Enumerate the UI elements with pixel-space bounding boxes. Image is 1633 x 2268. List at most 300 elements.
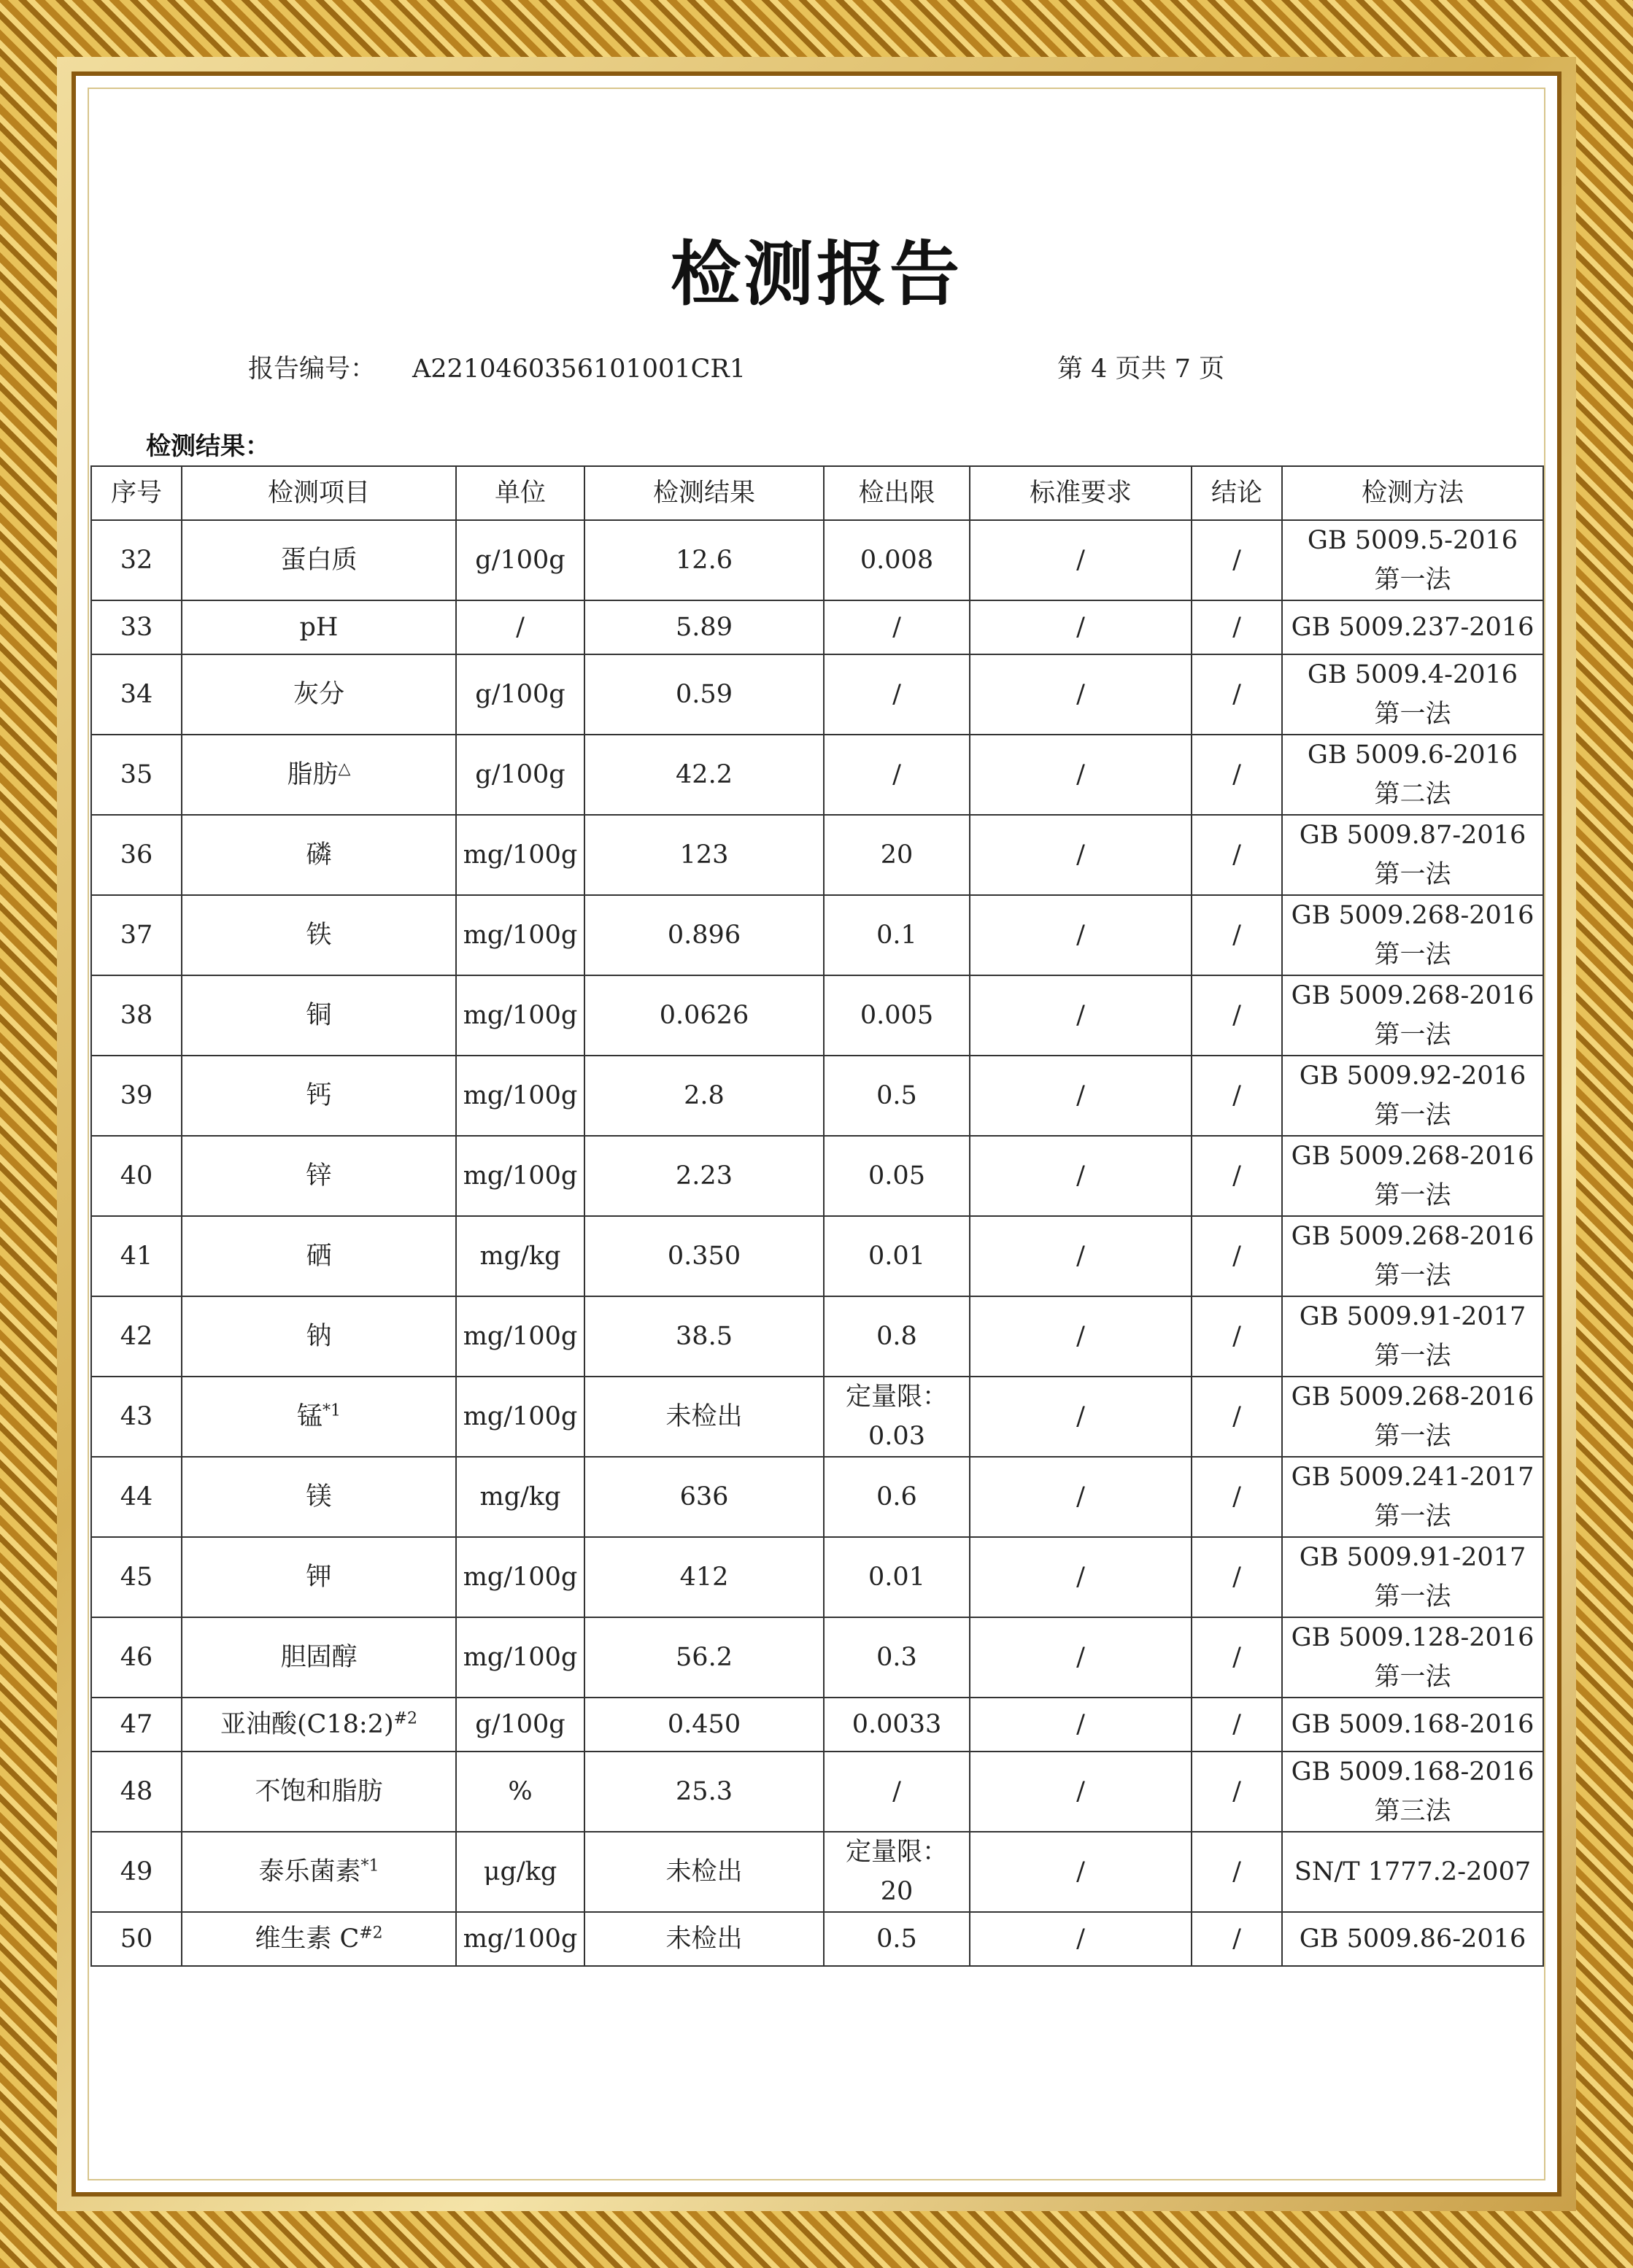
test-item-footnote-mark: #2 xyxy=(359,1924,383,1943)
cell-result xyxy=(584,1617,824,1698)
limit-value: 0.005 xyxy=(860,1001,934,1030)
test-item-name: 脂肪 xyxy=(287,760,339,789)
method-standard: GB 5009.86-2016 xyxy=(1299,1924,1526,1954)
unit-value: mg/100g xyxy=(463,1001,578,1030)
unit-value: / xyxy=(516,613,525,642)
cell-item xyxy=(182,1752,456,1832)
unit-value: mg/100g xyxy=(463,1081,578,1110)
test-item-name: 硒 xyxy=(306,1242,332,1271)
cell-result xyxy=(584,1912,824,1966)
cell-result xyxy=(584,1832,824,1912)
requirement-value: / xyxy=(1076,1402,1085,1431)
cell-result xyxy=(584,654,824,735)
conclusion-value: / xyxy=(1232,1001,1241,1030)
cell-unit xyxy=(456,1136,584,1216)
cell-no xyxy=(91,600,182,654)
cell-limit xyxy=(824,1752,970,1832)
method-variant: 第一法 xyxy=(1374,1021,1451,1050)
cell-limit xyxy=(824,1457,970,1537)
test-item-name: 蛋白质 xyxy=(280,546,358,575)
cell-conclusion xyxy=(1192,1136,1282,1216)
row-number: 43 xyxy=(120,1402,153,1431)
unit-value: mg/100g xyxy=(463,1161,578,1191)
test-item-name: 不饱和脂肪 xyxy=(255,1777,383,1806)
conclusion-value: / xyxy=(1232,1402,1241,1431)
cell-unit xyxy=(456,1617,584,1698)
limit-value: 0.01 xyxy=(868,1563,925,1592)
method-variant: 第一法 xyxy=(1374,1582,1451,1611)
cell-conclusion xyxy=(1192,1698,1282,1752)
requirement-value: / xyxy=(1076,546,1085,575)
cell-unit xyxy=(456,1912,584,1966)
cell-item xyxy=(182,975,456,1056)
result-value: 123 xyxy=(679,840,729,870)
result-value: 412 xyxy=(679,1563,729,1592)
test-item-name: 亚油酸(C18:2) xyxy=(220,1710,394,1739)
method-standard: GB 5009.91-2017 xyxy=(1299,1543,1526,1572)
cell-limit xyxy=(824,975,970,1056)
cell-result xyxy=(584,1296,824,1377)
method-variant: 第一法 xyxy=(1374,1181,1451,1210)
conclusion-value: / xyxy=(1232,1924,1241,1954)
cell-item xyxy=(182,1832,456,1912)
cell-no xyxy=(91,815,182,895)
result-value: 未检出 xyxy=(665,1402,743,1431)
unit-value: g/100g xyxy=(475,760,565,789)
row-number: 45 xyxy=(120,1563,153,1592)
limit-value: / xyxy=(892,613,901,642)
table-row xyxy=(91,1377,1543,1457)
cell-item xyxy=(182,1216,456,1296)
cell-no xyxy=(91,1752,182,1832)
method-variant: 第一法 xyxy=(1374,700,1451,729)
limit-value: 0.5 xyxy=(876,1924,917,1954)
cell-requirement xyxy=(970,600,1192,654)
method-variant: 第一法 xyxy=(1374,1502,1451,1531)
limit-value: 0.01 xyxy=(868,1242,925,1271)
test-item-name: 铜 xyxy=(306,1001,332,1030)
cell-limit xyxy=(824,1698,970,1752)
row-number: 48 xyxy=(120,1777,153,1806)
method-standard: GB 5009.91-2017 xyxy=(1299,1302,1526,1331)
limit-label: 定量限： xyxy=(845,1382,948,1412)
cell-item xyxy=(182,520,456,600)
cell-requirement xyxy=(970,1752,1192,1832)
col-header-item: 检测项目 xyxy=(182,466,456,520)
limit-value: 0.8 xyxy=(876,1322,917,1351)
method-variant: 第一法 xyxy=(1374,1101,1451,1130)
cell-result xyxy=(584,815,824,895)
unit-value: % xyxy=(508,1777,533,1806)
cell-result xyxy=(584,520,824,600)
method-variant: 第一法 xyxy=(1374,1342,1451,1371)
cell-conclusion xyxy=(1192,1296,1282,1377)
limit-value: / xyxy=(892,760,901,789)
cell-method xyxy=(1282,520,1543,600)
cell-item xyxy=(182,654,456,735)
method-variant: 第一法 xyxy=(1374,1261,1451,1290)
cell-result xyxy=(584,1136,824,1216)
cell-conclusion xyxy=(1192,1912,1282,1966)
cell-item xyxy=(182,1056,456,1136)
conclusion-value: / xyxy=(1232,1857,1241,1886)
test-item-name: 维生素 C xyxy=(255,1924,360,1954)
test-item-name: 灰分 xyxy=(293,680,344,709)
limit-value: 0.03 xyxy=(868,1422,925,1451)
conclusion-value: / xyxy=(1232,546,1241,575)
cell-unit xyxy=(456,1537,584,1617)
cell-conclusion xyxy=(1192,815,1282,895)
conclusion-value: / xyxy=(1232,921,1241,950)
cell-method xyxy=(1282,1056,1543,1136)
cell-method xyxy=(1282,1377,1543,1457)
requirement-value: / xyxy=(1076,613,1085,642)
cell-requirement xyxy=(970,1617,1192,1698)
method-standard: GB 5009.237-2016 xyxy=(1291,613,1534,642)
cell-requirement xyxy=(970,1832,1192,1912)
cell-conclusion xyxy=(1192,1537,1282,1617)
cell-unit xyxy=(456,1216,584,1296)
row-number: 42 xyxy=(120,1322,153,1351)
cell-requirement xyxy=(970,1296,1192,1377)
cell-unit xyxy=(456,1056,584,1136)
conclusion-value: / xyxy=(1232,1322,1241,1351)
cell-item xyxy=(182,735,456,815)
cell-unit xyxy=(456,895,584,975)
cell-limit xyxy=(824,815,970,895)
cell-no xyxy=(91,975,182,1056)
cell-item xyxy=(182,1537,456,1617)
cell-requirement xyxy=(970,1912,1192,1966)
requirement-value: / xyxy=(1076,760,1085,789)
conclusion-value: / xyxy=(1232,613,1241,642)
cell-conclusion xyxy=(1192,895,1282,975)
cell-unit xyxy=(456,1752,584,1832)
cell-unit xyxy=(456,1377,584,1457)
cell-unit xyxy=(456,520,584,600)
table-row xyxy=(91,975,1543,1056)
cell-no xyxy=(91,1617,182,1698)
requirement-value: / xyxy=(1076,1777,1085,1806)
conclusion-value: / xyxy=(1232,1161,1241,1191)
limit-value: 0.3 xyxy=(876,1643,917,1672)
row-number: 50 xyxy=(120,1924,153,1954)
requirement-value: / xyxy=(1076,1643,1085,1672)
cell-limit xyxy=(824,1617,970,1698)
cell-unit xyxy=(456,1457,584,1537)
cell-no xyxy=(91,1136,182,1216)
cell-result xyxy=(584,735,824,815)
cell-method xyxy=(1282,1698,1543,1752)
cell-no xyxy=(91,1457,182,1537)
cell-requirement xyxy=(970,815,1192,895)
cell-no xyxy=(91,520,182,600)
table-row xyxy=(91,1832,1543,1912)
cell-result xyxy=(584,600,824,654)
row-number: 32 xyxy=(120,546,153,575)
table-row xyxy=(91,1296,1543,1377)
requirement-value: / xyxy=(1076,1161,1085,1191)
limit-value: 20 xyxy=(880,840,914,870)
cell-result xyxy=(584,1216,824,1296)
cell-unit xyxy=(456,1698,584,1752)
table-row xyxy=(91,654,1543,735)
cell-method xyxy=(1282,735,1543,815)
cell-limit xyxy=(824,1136,970,1216)
cell-result xyxy=(584,1377,824,1457)
unit-value: mg/kg xyxy=(479,1482,561,1512)
requirement-value: / xyxy=(1076,1242,1085,1271)
limit-value: 0.5 xyxy=(876,1081,917,1110)
conclusion-value: / xyxy=(1232,840,1241,870)
limit-value: 0.008 xyxy=(860,546,934,575)
unit-value: mg/100g xyxy=(463,1643,578,1672)
table-row xyxy=(91,520,1543,600)
cell-no xyxy=(91,1056,182,1136)
cell-method xyxy=(1282,1136,1543,1216)
col-header-method: 检测方法 xyxy=(1282,466,1543,520)
test-item-name: 钾 xyxy=(306,1563,332,1592)
cell-conclusion xyxy=(1192,1752,1282,1832)
test-item-name: pH xyxy=(299,613,339,642)
row-number: 41 xyxy=(120,1242,153,1271)
col-header-unit: 单位 xyxy=(456,466,584,520)
requirement-value: / xyxy=(1076,1563,1085,1592)
row-number: 33 xyxy=(120,613,153,642)
cell-requirement xyxy=(970,1056,1192,1136)
cell-limit xyxy=(824,520,970,600)
result-value: 636 xyxy=(679,1482,729,1512)
limit-value: 20 xyxy=(880,1877,914,1906)
result-value: 56.2 xyxy=(676,1643,733,1672)
row-number: 40 xyxy=(120,1161,153,1191)
table-row xyxy=(91,1698,1543,1752)
cell-no xyxy=(91,735,182,815)
method-variant: 第二法 xyxy=(1374,780,1451,809)
result-value: 未检出 xyxy=(665,1857,743,1886)
report-number-value: A2210460356101001CR1 xyxy=(412,355,746,384)
result-value: 0.59 xyxy=(676,680,733,709)
cell-result xyxy=(584,1457,824,1537)
result-value: 未检出 xyxy=(665,1924,743,1954)
cell-conclusion xyxy=(1192,1216,1282,1296)
test-item-name: 铁 xyxy=(306,921,332,950)
cell-result xyxy=(584,1752,824,1832)
row-number: 37 xyxy=(120,921,153,950)
method-standard: GB 5009.6-2016 xyxy=(1307,740,1518,770)
method-variant: 第一法 xyxy=(1374,1422,1451,1451)
unit-value: mg/100g xyxy=(463,840,578,870)
cell-result xyxy=(584,975,824,1056)
limit-value: 0.6 xyxy=(876,1482,917,1512)
cell-item xyxy=(182,1698,456,1752)
method-standard: GB 5009.5-2016 xyxy=(1307,526,1518,555)
table-row xyxy=(91,1912,1543,1966)
report-number xyxy=(248,349,746,385)
table-row xyxy=(91,815,1543,895)
cell-limit xyxy=(824,1537,970,1617)
cell-unit xyxy=(456,735,584,815)
cell-item xyxy=(182,600,456,654)
result-value: 0.0626 xyxy=(659,1001,749,1030)
cell-no xyxy=(91,895,182,975)
test-item-footnote-mark: *1 xyxy=(323,1401,341,1420)
method-variant: 第一法 xyxy=(1374,860,1451,889)
requirement-value: / xyxy=(1076,1857,1085,1886)
method-standard: GB 5009.268-2016 xyxy=(1291,1382,1534,1412)
row-number: 38 xyxy=(120,1001,153,1030)
unit-value: mg/100g xyxy=(463,1563,578,1592)
result-value: 25.3 xyxy=(676,1777,733,1806)
cell-method xyxy=(1282,1216,1543,1296)
page-info: 第 4 页共 7 页 xyxy=(1057,355,1224,384)
table-row xyxy=(91,1056,1543,1136)
result-value: 0.896 xyxy=(667,921,741,950)
conclusion-value: / xyxy=(1232,1777,1241,1806)
cell-method xyxy=(1282,1457,1543,1537)
cell-method xyxy=(1282,600,1543,654)
unit-value: mg/100g xyxy=(463,921,578,950)
cell-method xyxy=(1282,1912,1543,1966)
cell-limit xyxy=(824,1216,970,1296)
cell-limit xyxy=(824,1296,970,1377)
cell-requirement xyxy=(970,1377,1192,1457)
table-row xyxy=(91,1537,1543,1617)
unit-value: g/100g xyxy=(475,680,565,709)
cell-requirement xyxy=(970,1136,1192,1216)
test-item-name: 锰 xyxy=(296,1402,323,1431)
requirement-value: / xyxy=(1076,680,1085,709)
col-header-no: 序号 xyxy=(91,466,182,520)
limit-value: 0.1 xyxy=(876,921,917,950)
cell-method xyxy=(1282,1537,1543,1617)
requirement-value: / xyxy=(1076,1322,1085,1351)
cell-method xyxy=(1282,654,1543,735)
row-number: 39 xyxy=(120,1081,153,1110)
table-row xyxy=(91,1457,1543,1537)
method-standard: GB 5009.268-2016 xyxy=(1291,1142,1534,1171)
requirement-value: / xyxy=(1076,1001,1085,1030)
conclusion-value: / xyxy=(1232,760,1241,789)
conclusion-value: / xyxy=(1232,680,1241,709)
row-number: 49 xyxy=(120,1857,153,1886)
test-item-name: 磷 xyxy=(306,840,332,870)
cell-method xyxy=(1282,1832,1543,1912)
requirement-value: / xyxy=(1076,1924,1085,1954)
cell-conclusion xyxy=(1192,1056,1282,1136)
requirement-value: / xyxy=(1076,1081,1085,1110)
test-item-name: 钙 xyxy=(306,1081,332,1110)
limit-value: / xyxy=(892,1777,901,1806)
conclusion-value: / xyxy=(1232,1242,1241,1271)
table-row xyxy=(91,1617,1543,1698)
col-header-conclusion: 结论 xyxy=(1192,466,1282,520)
cell-item xyxy=(182,1377,456,1457)
requirement-value: / xyxy=(1076,840,1085,870)
test-item-name: 泰乐菌素 xyxy=(258,1857,361,1886)
table-row xyxy=(91,600,1543,654)
cell-conclusion xyxy=(1192,1617,1282,1698)
cell-result xyxy=(584,895,824,975)
cell-conclusion xyxy=(1192,735,1282,815)
test-item-footnote-mark: *1 xyxy=(360,1857,379,1876)
method-standard: GB 5009.4-2016 xyxy=(1307,660,1518,689)
table-row xyxy=(91,895,1543,975)
cell-requirement xyxy=(970,895,1192,975)
limit-value: 0.05 xyxy=(868,1161,925,1191)
result-value: 2.23 xyxy=(676,1161,733,1191)
table-row xyxy=(91,1216,1543,1296)
method-standard: GB 5009.92-2016 xyxy=(1299,1061,1526,1091)
cell-item xyxy=(182,1136,456,1216)
cell-item xyxy=(182,1912,456,1966)
cell-no xyxy=(91,1832,182,1912)
cell-unit xyxy=(456,815,584,895)
cell-unit xyxy=(456,600,584,654)
row-number: 35 xyxy=(120,760,153,789)
cell-requirement xyxy=(970,1537,1192,1617)
method-standard: GB 5009.128-2016 xyxy=(1291,1623,1534,1652)
cell-result xyxy=(584,1698,824,1752)
method-standard: GB 5009.268-2016 xyxy=(1291,981,1534,1010)
cell-no xyxy=(91,654,182,735)
row-number: 44 xyxy=(120,1482,153,1512)
requirement-value: / xyxy=(1076,1482,1085,1512)
result-value: 2.8 xyxy=(684,1081,725,1110)
cell-no xyxy=(91,1296,182,1377)
conclusion-value: / xyxy=(1232,1563,1241,1592)
col-header-limit: 检出限 xyxy=(824,466,970,520)
cell-item xyxy=(182,815,456,895)
cell-conclusion xyxy=(1192,520,1282,600)
cell-requirement xyxy=(970,1457,1192,1537)
limit-value: 0.0033 xyxy=(852,1710,942,1739)
row-number: 36 xyxy=(120,840,153,870)
result-value: 38.5 xyxy=(676,1322,733,1351)
cell-item xyxy=(182,895,456,975)
cell-method xyxy=(1282,975,1543,1056)
test-item-name: 胆固醇 xyxy=(280,1643,358,1672)
method-standard: GB 5009.168-2016 xyxy=(1291,1710,1534,1739)
header-row xyxy=(91,466,1543,520)
page-title: 检测报告 xyxy=(671,233,962,315)
method-variant: 第一法 xyxy=(1374,940,1451,969)
cell-method xyxy=(1282,1617,1543,1698)
unit-value: mg/100g xyxy=(463,1402,578,1431)
cell-method xyxy=(1282,815,1543,895)
result-value: 0.350 xyxy=(667,1242,741,1271)
test-item-footnote-mark: △ xyxy=(338,759,351,778)
report-number-label: 报告编号： xyxy=(248,355,377,384)
requirement-value: / xyxy=(1076,1710,1085,1739)
cell-limit xyxy=(824,1832,970,1912)
method-standard: GB 5009.268-2016 xyxy=(1291,1222,1534,1251)
result-value: 0.450 xyxy=(667,1710,741,1739)
limit-label: 定量限： xyxy=(845,1838,948,1867)
cell-requirement xyxy=(970,1216,1192,1296)
cell-requirement xyxy=(970,975,1192,1056)
method-standard: SN/T 1777.2-2007 xyxy=(1294,1857,1532,1886)
cell-no xyxy=(91,1216,182,1296)
table-row xyxy=(91,1752,1543,1832)
test-item-footnote-mark: #2 xyxy=(393,1709,418,1728)
unit-value: mg/100g xyxy=(463,1322,578,1351)
method-standard: GB 5009.268-2016 xyxy=(1291,901,1534,930)
cell-limit xyxy=(824,600,970,654)
requirement-value: / xyxy=(1076,921,1085,950)
cell-conclusion xyxy=(1192,600,1282,654)
method-variant: 第一法 xyxy=(1374,565,1451,595)
